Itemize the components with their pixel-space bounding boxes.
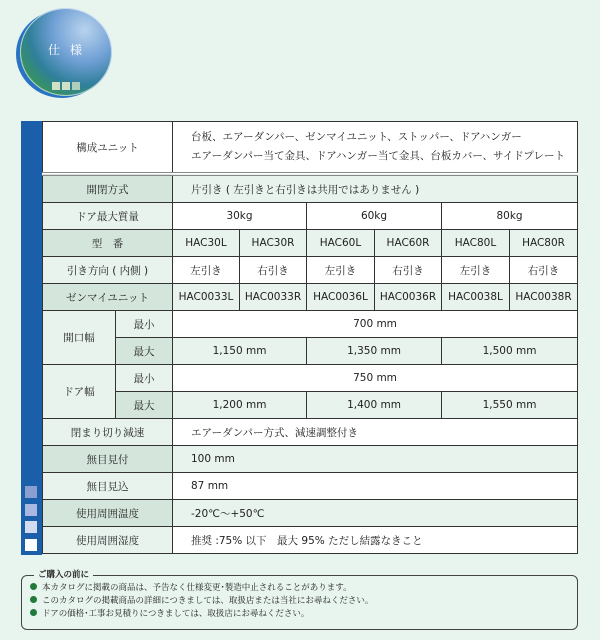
value: 台板、エアーダンパー、ゼンマイユニット、ストッパー、ドアハンガー — [191, 131, 522, 143]
side-square — [25, 521, 37, 533]
value: 1,350 mm — [307, 338, 442, 365]
label: 引き方向 ( 内側 ) — [43, 257, 173, 284]
value: 1,150 mm — [173, 338, 307, 365]
side-square — [25, 539, 37, 551]
bullet-icon — [30, 583, 37, 590]
value: HAC60L — [307, 230, 375, 257]
side-square — [25, 486, 37, 498]
value: 700 mm — [173, 311, 578, 338]
value: 片引き ( 左引きと右引きは共用ではありません ) — [173, 174, 578, 203]
notice-text: 本カタログに掲載の商品は、予告なく仕様変更･製造中止されることがあります。 — [42, 583, 352, 593]
value: 100 mm — [173, 446, 578, 473]
value: 750 mm — [173, 365, 578, 392]
row-mass — [43, 203, 578, 230]
purchase-notice — [21, 570, 578, 630]
value: 1,550 mm — [442, 392, 578, 419]
label: 使用周囲湿度 — [43, 527, 173, 554]
value: HAC0033R — [240, 284, 307, 311]
row-unit — [43, 122, 578, 175]
sublabel: 最大 — [116, 392, 173, 419]
value: HAC0038L — [442, 284, 510, 311]
value: HAC60R — [375, 230, 442, 257]
row-door-max — [43, 392, 578, 419]
row-mikomi — [43, 473, 578, 500]
label: 開口幅 — [43, 311, 116, 365]
label: 無目見付 — [43, 446, 173, 473]
label: 閉まり切り減速 — [43, 419, 173, 446]
label: 開閉方式 — [43, 174, 173, 203]
side-square — [25, 504, 37, 516]
notice-item — [30, 582, 577, 595]
value: エアーダンパー方式、減速調整付き — [173, 419, 578, 446]
value: エアーダンパー当て金具、ドアハンガー当て金具、台板カバー、サイドプレート — [191, 150, 566, 162]
sublabel: 最小 — [116, 365, 173, 392]
row-humidity — [43, 527, 578, 554]
sublabel: 最小 — [116, 311, 173, 338]
label: 型 番 — [43, 230, 173, 257]
spec-table — [42, 121, 578, 554]
value: HAC0036L — [307, 284, 375, 311]
row-door-min — [43, 365, 578, 392]
label: 使用周囲温度 — [43, 500, 173, 527]
value: 左引き — [442, 257, 510, 284]
value: 87 mm — [173, 473, 578, 500]
badge-square — [52, 82, 60, 90]
value: 推奨 :75% 以下 最大 95% ただし結露なきこと — [173, 527, 578, 554]
row-opening-max — [43, 338, 578, 365]
value: HAC0036R — [375, 284, 442, 311]
row-model — [43, 230, 578, 257]
notice-text: ドアの価格･工事お見積りにつきましては、取扱店にお尋ねください。 — [42, 609, 310, 619]
row-close — [43, 419, 578, 446]
value: 左引き — [173, 257, 240, 284]
value: -20℃～+50℃ — [173, 500, 578, 527]
notice-item — [30, 608, 577, 621]
badge-square — [62, 82, 70, 90]
label: ドア最大質量 — [43, 203, 173, 230]
label: 無目見込 — [43, 473, 173, 500]
row-spring — [43, 284, 578, 311]
sublabel: 最大 — [116, 338, 173, 365]
bullet-icon — [30, 609, 37, 616]
row-temperature — [43, 500, 578, 527]
value: 左引き — [307, 257, 375, 284]
section-badge — [20, 8, 112, 96]
value: 1,500 mm — [442, 338, 578, 365]
value: 右引き — [510, 257, 578, 284]
value: 30kg — [173, 203, 307, 230]
notice-text: このカタログの掲載商品の詳細につきましては、取扱店または当社にお尋ねください。 — [42, 596, 374, 606]
value: 80kg — [442, 203, 578, 230]
bullet-icon — [30, 596, 37, 603]
value: 1,400 mm — [307, 392, 442, 419]
section-title: 仕様 — [47, 43, 92, 57]
label: 構成ユニット — [43, 122, 173, 175]
value: HAC0038R — [510, 284, 578, 311]
value: 1,200 mm — [173, 392, 307, 419]
value: HAC80R — [510, 230, 578, 257]
value: HAC30R — [240, 230, 307, 257]
value: HAC30L — [173, 230, 240, 257]
notice-item — [30, 595, 577, 608]
value: HAC80L — [442, 230, 510, 257]
row-mitsuke — [43, 446, 578, 473]
label: ゼンマイユニット — [43, 284, 173, 311]
value: 右引き — [375, 257, 442, 284]
value: HAC0033L — [173, 284, 240, 311]
label: ドア幅 — [43, 365, 116, 419]
row-open — [43, 174, 578, 203]
badge-square — [72, 82, 80, 90]
notice-title: ご購入の前に — [34, 568, 93, 580]
row-opening-min — [43, 311, 578, 338]
value: 右引き — [240, 257, 307, 284]
value: 60kg — [307, 203, 442, 230]
row-direction — [43, 257, 578, 284]
